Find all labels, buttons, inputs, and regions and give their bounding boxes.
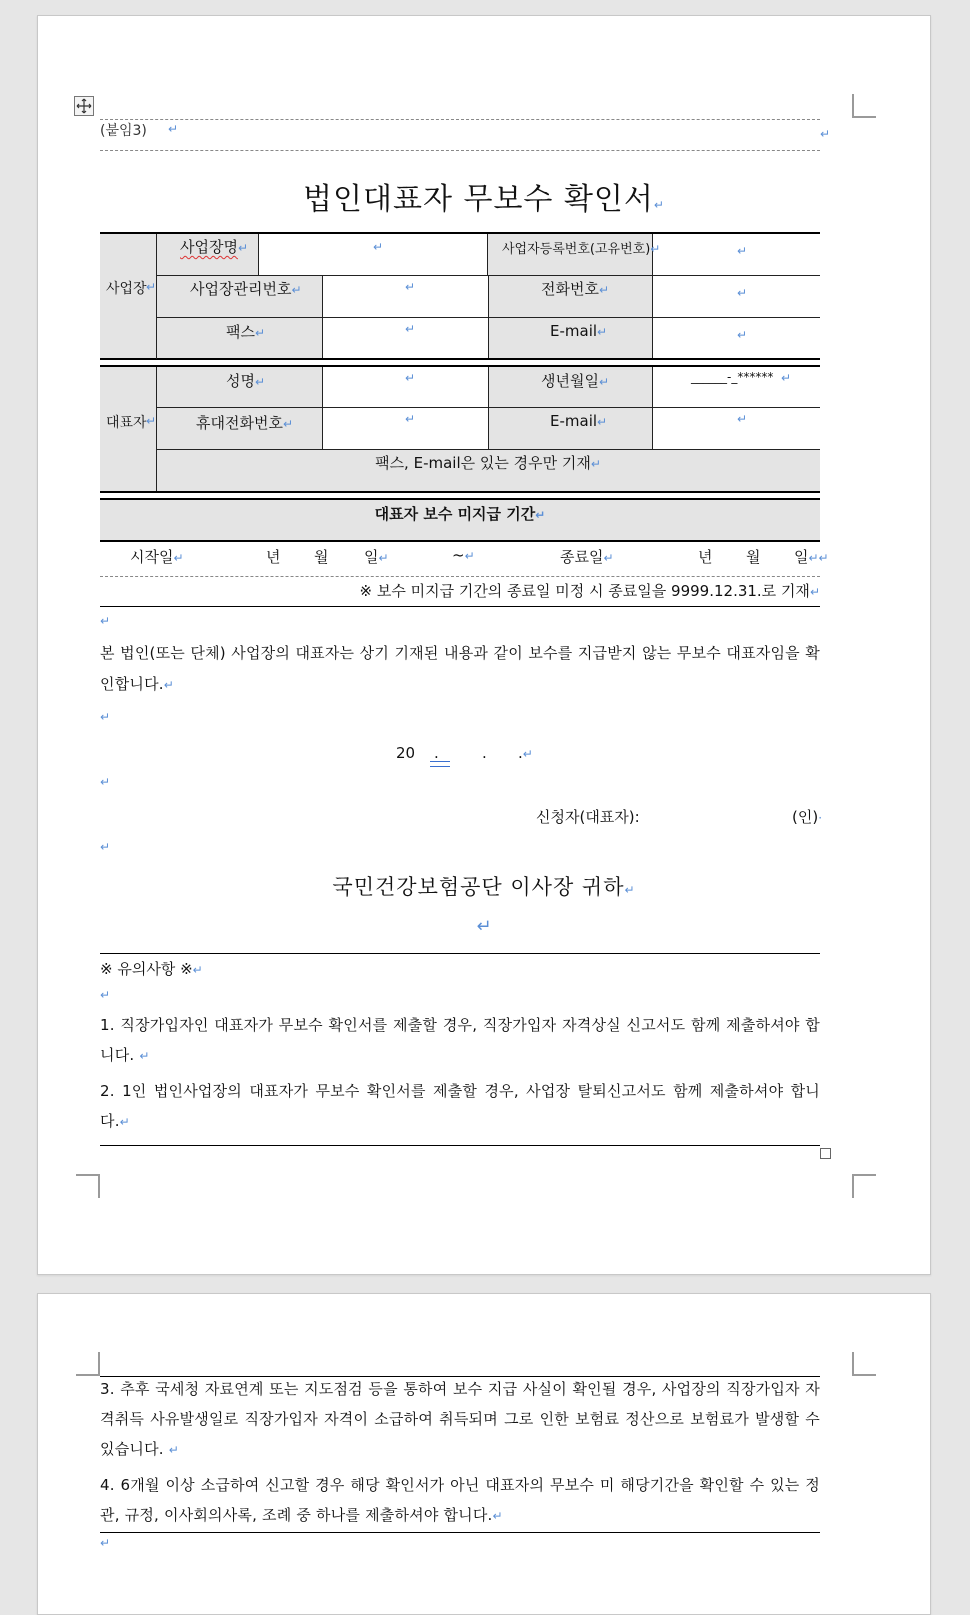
return-arrow-icon: ↵ <box>820 127 831 141</box>
document-page-1: (붙임3) ↵ ↵ 법인대표자 무보수 확인서↵ 사업장 ↵ ↵ ↵ 사업장명↵ 사업자등록번호(고유번호)↵ ↵ ↵ 사업장관리번호↵ 전화번호↵ ↵ ↵ 팩스↵ E-mail↵ 대표자 ↵ ↵ ______-_****** ↵ 성명↵ 생년월일↵ ↵ ↵ 휴대전화번호↵ E-mail↵ 팩스, E-mail은 있는 경우만 기재↵ 대표자 보수 미지급 기간↵ 시작일↵ 년 월 일↵ ~↵ 종료일↵ 년 월 일↵↵ ※ 보수 미지급 기간의 종료일 미정 시 종료일을 9999.12.31.로 기재↵ ↵ 본 법인(또는 단체) 사업장의 대표자는 상기 기재된 내용과 같이 보수를 지급받지 않는 무보수 대표자임을 확인합니다.↵ ↵ 20 . . .↵ ↵ 신청자(대표자): (인)· ↵ 국민건강보험공단 이사장 귀하↵ ↵ ※ 유의사항 ※↵ ↵ 1. 직장가입자인 대표자가 무보수 확인서를 제출할 경우, 직장가입자 자격상실 신고서도 함께 제출하셔야 합니다. ↵ 2. 1인 법인사업장의 대표자가 무보수 확인서를 제출할 경우, 사업장 탈퇴신고서도 함께 제출하셔야 합니다.↵ <box>37 15 931 1275</box>
rep-birth-input[interactable]: ______-_****** ↵ <box>652 367 821 407</box>
note-item: 1. 직장가입자인 대표자가 무보수 확인서를 제출할 경우, 직장가입자 자격상실 신고서도 함께 제출하셔야 합니다. <box>100 1016 820 1064</box>
rep-name-input[interactable]: ↵ <box>322 367 489 407</box>
end-date-note: ※ 보수 미지급 기간의 종료일 미정 시 종료일을 9999.12.31.로 기재 <box>359 582 810 600</box>
workplace-fax-label: 팩스 <box>226 323 255 341</box>
business-reg-no-label: 사업자등록번호(고유번호) <box>502 242 651 257</box>
mgmt-no-input[interactable]: ↵ <box>322 276 489 317</box>
start-month-unit: 월 <box>314 548 329 566</box>
form-title: 법인대표자 무보수 확인서 <box>303 182 654 217</box>
rep-email-input[interactable]: ↵ <box>652 408 821 449</box>
rep-email-label: E-mail <box>550 412 598 430</box>
date-dot-3: . <box>518 744 523 762</box>
workplace-email-input[interactable]: ↵ <box>652 318 821 358</box>
applicant-seal: (인) <box>792 808 819 826</box>
crop-mark <box>76 1352 100 1376</box>
crop-mark <box>76 1174 100 1198</box>
representative-section-label: 대표자 <box>106 415 147 431</box>
note-item: 3. 추후 국세청 자료연계 또는 지도점검 등을 통하여 보수 지급 사실이 확인될 경우, 사업장의 직장가입자 자격취득 사유발생일로 직장가입자 자격이 소급하여 취득되며 그로 인한 보험료 정산으로 보험료가 발생할 수 있습니다. <box>100 1380 820 1458</box>
start-year-unit: 년 <box>266 548 281 566</box>
rep-name-label: 성명 <box>226 372 255 390</box>
workplace-section-label: 사업장 <box>106 281 147 297</box>
rep-mobile-input[interactable]: ↵ <box>322 408 489 449</box>
rep-birth-value: ______-_****** <box>691 370 774 384</box>
rep-contact-note: 팩스, E-mail은 있는 경우만 기재 <box>375 454 591 472</box>
period-tilde: ~ <box>452 546 465 564</box>
unpaid-period-header: 대표자 보수 미지급 기간 <box>374 505 536 523</box>
mgmt-no-label: 사업장관리번호 <box>190 280 292 298</box>
resize-square-icon[interactable] <box>820 1148 831 1159</box>
grammar-double-underline <box>430 761 450 767</box>
start-day-unit: 일 <box>364 548 379 566</box>
return-arrow-icon: ↵ <box>168 122 179 136</box>
addressee: 국민건강보험공단 이사장 귀하 <box>332 875 625 899</box>
return-arrow-icon: ↵ <box>476 916 492 937</box>
applicant-label: 신청자(대표자): <box>536 808 640 826</box>
workplace-name-input[interactable]: ↵ <box>258 234 488 275</box>
confirmation-text: 본 법인(또는 단체) 사업장의 대표자는 상기 기재된 내용과 같이 보수를 지급받지 않는 무보수 대표자임을 확인합니다. <box>100 644 820 693</box>
date-dot-2: . <box>482 744 487 762</box>
rep-mobile-label: 휴대전화번호 <box>196 414 283 432</box>
rep-birth-label: 생년월일 <box>541 372 599 390</box>
workplace-phone-label: 전화번호 <box>541 280 599 298</box>
business-reg-no-input[interactable]: ↵ <box>652 234 821 275</box>
end-year-unit: 년 <box>698 548 713 566</box>
end-day-unit: 일 <box>794 548 809 566</box>
workplace-fax-input[interactable]: ↵ <box>322 318 489 358</box>
attachment-label: (붙임3) <box>100 123 147 139</box>
workplace-name-label: 사업장명 <box>180 238 238 256</box>
document-page-2: 3. 추후 국세청 자료연계 또는 지도점검 등을 통하여 보수 지급 사실이 확인될 경우, 사업장의 직장가입자 자격취득 사유발생일로 직장가입자 자격이 소급하여 취득되며 그로 인한 보험료 정산으로 보험료가 발생할 수 있습니다. ↵ 4. 6개월 이상 소급하여 신고할 경우 해당 확인서가 아닌 대표자의 무보수 미 해당기간을 확인할 수 있는 정관, 규정, 이사회의사록, 조례 중 하나를 제출하셔야 합니다.↵ ↵ <box>37 1293 931 1615</box>
date-dot-1: . <box>434 744 439 762</box>
notes-header: ※ 유의사항 ※ <box>100 960 193 978</box>
crop-mark <box>852 1174 876 1198</box>
end-month-unit: 월 <box>746 548 761 566</box>
workplace-email-label: E-mail <box>550 322 598 340</box>
crop-mark <box>852 94 876 118</box>
end-date-label: 종료일 <box>560 548 604 566</box>
crop-mark <box>852 1352 876 1376</box>
note-item: 2. 1인 법인사업장의 대표자가 무보수 확인서를 제출할 경우, 사업장 탈퇴신고서도 함께 제출하셔야 합니다. <box>100 1082 820 1130</box>
workplace-phone-input[interactable]: ↵ <box>652 276 821 317</box>
return-arrow-icon: ↵ <box>653 198 665 212</box>
date-year-prefix: 20 <box>396 744 416 762</box>
note-item: 4. 6개월 이상 소급하여 신고할 경우 해당 확인서가 아닌 대표자의 무보수 미 해당기간을 확인할 수 있는 정관, 규정, 이사회의사록, 조례 중 하나를 제출하셔야 합니다. <box>100 1476 820 1524</box>
start-date-label: 시작일 <box>130 548 174 566</box>
move-cross-icon[interactable] <box>74 96 94 116</box>
